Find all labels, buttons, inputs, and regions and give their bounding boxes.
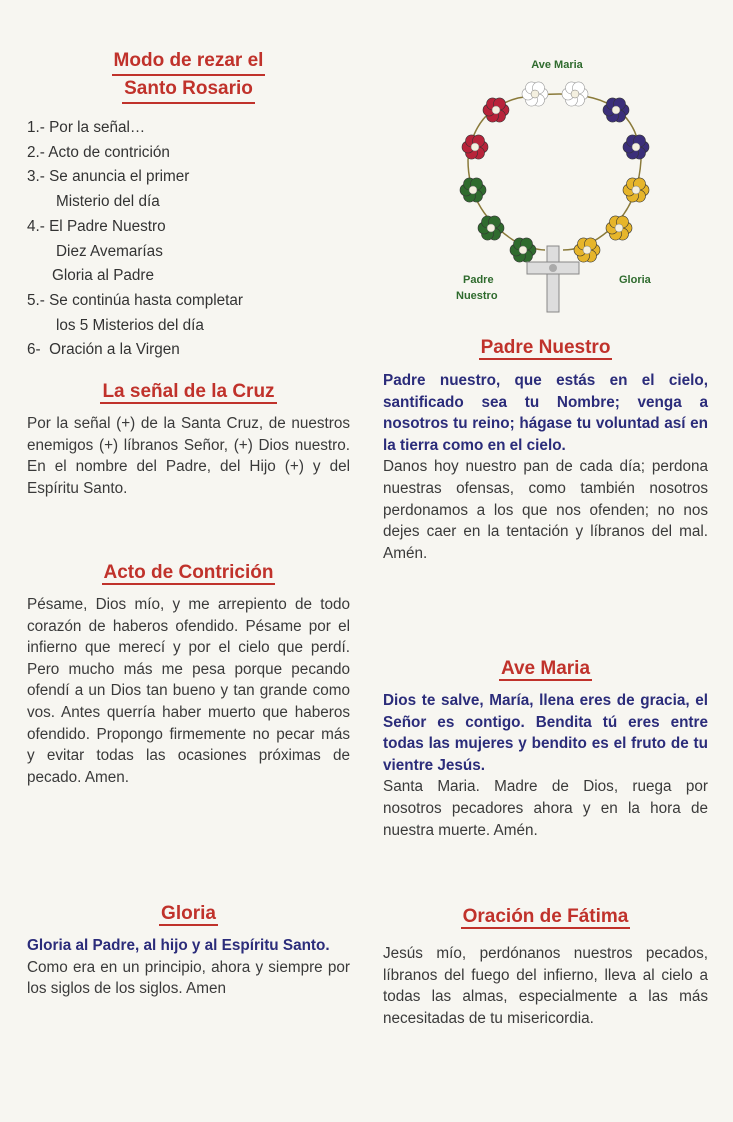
title-line-1: Modo de rezar el	[112, 48, 266, 76]
padre-text: Danos hoy nuestro pan de cada día; perdona nuestras ofensas, como también nosotros perdonamos a los que nos ofenden; no nos dejes caer en la tentación y líbranos del mal. Amén.	[383, 458, 708, 562]
bead-flower-icon	[562, 82, 588, 106]
ave-text: Santa Maria. Madre de Dios, ruega por nosotros pecadores ahora y en la hora de nuestra muerte. Amén.	[383, 778, 708, 839]
rosary-diagram	[423, 50, 683, 315]
section-title-gloria: Gloria	[161, 903, 216, 924]
section-padre	[383, 336, 708, 564]
crucifix-icon	[527, 246, 579, 312]
bead-flower-icon	[603, 98, 629, 122]
rosary-steps-list	[27, 116, 243, 363]
list-item: 4.- El Padre Nuestro Diez Avemarías Gloria al Padre	[27, 217, 166, 285]
bead-flower-icon	[623, 178, 649, 202]
diagram-label-padre-2: Nuestro	[456, 290, 498, 302]
section-title-contricion: Acto de Contrición	[103, 562, 274, 583]
diagram-label-ave: Ave Maria	[531, 59, 583, 71]
section-contricion	[27, 561, 350, 788]
bead-flower-icon	[460, 178, 486, 202]
bead-flower-icon	[478, 216, 504, 240]
section-title-fatima: Oración de Fátima	[462, 906, 629, 927]
bead-flower-icon	[522, 82, 548, 106]
page-title	[27, 48, 350, 104]
section-title-padre: Padre Nuestro	[480, 337, 611, 358]
fatima-text: Jesús mío, perdónanos nuestros pecados, líbranos del fuego del infierno, lleva al cielo a todas las almas, especialmente a las más necesitadas de tu misericordia.	[383, 945, 708, 1027]
diagram-label-padre-1: Padre	[463, 274, 494, 286]
section-title-senal: La señal de la Cruz	[102, 381, 275, 402]
beads-group	[460, 82, 649, 262]
bead-flower-icon	[623, 135, 649, 159]
bead-flower-icon	[606, 216, 632, 240]
ave-text-blue: Dios te salve, María, llena eres de gracia, el Señor es contigo. Bendita tú eres entre todas las mujeres y bendito es el fruto de tu vientre Jesús.	[383, 692, 708, 774]
section-ave	[383, 657, 708, 841]
section-fatima	[383, 905, 708, 1029]
title-line-2: Santo Rosario	[122, 76, 255, 104]
gloria-text-blue: Gloria al Padre, al hijo y al Espíritu Santo.	[27, 937, 330, 954]
list-item: 1.- Por la señal…	[27, 119, 146, 136]
padre-text-blue: Padre nuestro, que estás en el cielo, santificado sea tu Nombre; venga a nosotros tu reino; hágase tu voluntad así en la tierra como en el cielo.	[383, 372, 708, 454]
gloria-text: Como era en un principio, ahora y siempre por los siglos de los siglos. Amen	[27, 958, 350, 998]
senal-text: Por la señal (+) de la Santa Cruz, de nuestros enemigos (+) líbranos Señor, (+) Dios nuestro. En el nombre del Padre, del Hijo (+) y del Espíritu Santo.	[27, 415, 350, 497]
bead-flower-icon	[462, 135, 488, 159]
diagram-label-gloria: Gloria	[619, 274, 651, 286]
section-gloria	[27, 902, 350, 1000]
section-senal	[27, 380, 350, 499]
bead-flower-icon	[510, 238, 536, 262]
bead-flower-icon	[574, 238, 600, 262]
list-item: 2.- Acto de contrición	[27, 143, 170, 161]
bead-flower-icon	[483, 98, 509, 122]
contricion-text: Pésame, Dios mío, y me arrepiento de todo corazón de haberos ofendido. Pésame por el infierno que merecí y por el cielo que perdí. Pero mucho más me pesa porque pecando ofendí a un Dios tan bueno y tan grande como vos. Antes querría haber muerto que haberos ofendido. Propongo firmemente no pecar más y evitar todas las ocasiones próximas de pecado. Amen.	[27, 596, 350, 786]
section-title-ave: Ave Maria	[500, 658, 591, 679]
list-item: 3.- Se anuncia el primer Misterio del día	[27, 168, 190, 211]
list-item: 5.- Se continúa hasta completar los 5 Misterios del día	[27, 291, 243, 334]
list-item: 6- Oración a la Virgen	[27, 341, 180, 359]
